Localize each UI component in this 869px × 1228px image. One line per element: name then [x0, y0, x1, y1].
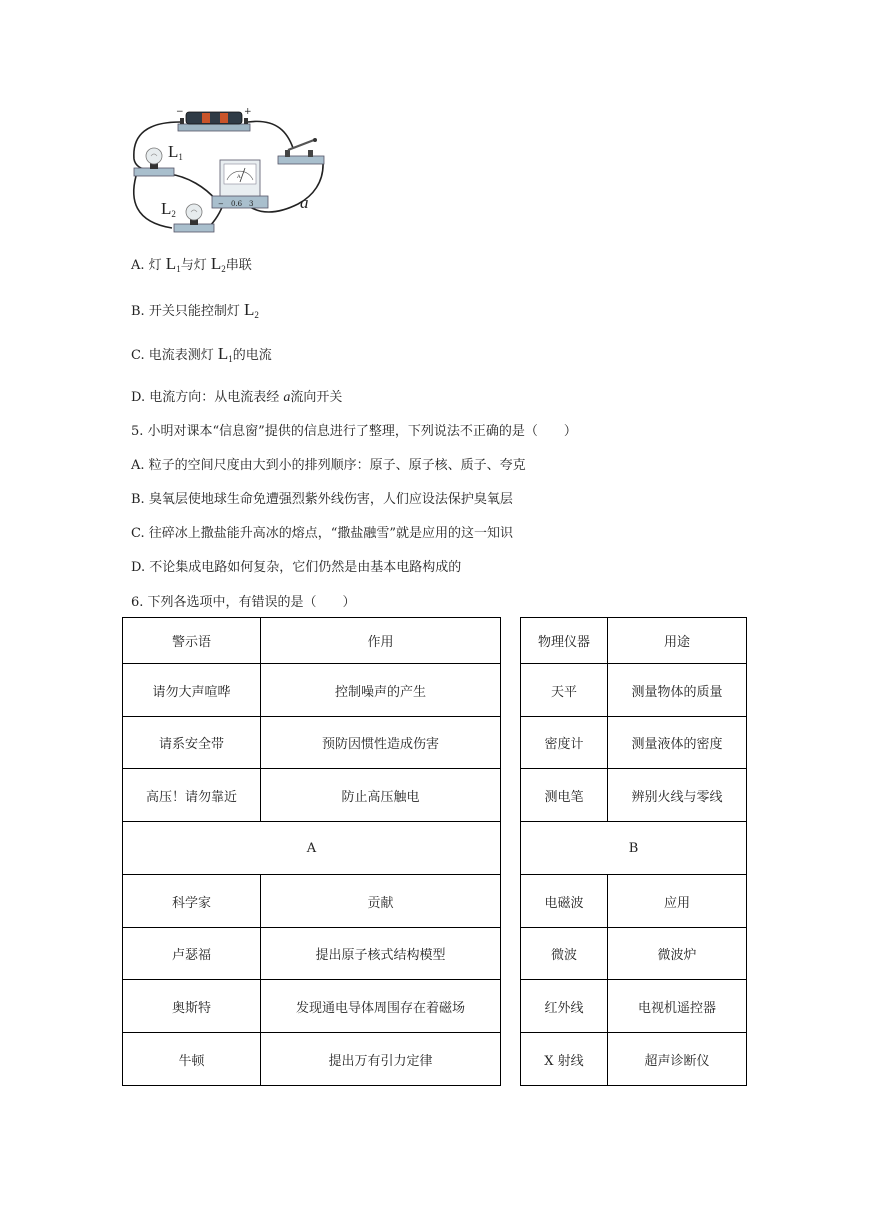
wire-label-a: a	[300, 193, 309, 212]
table-cell: 天平	[521, 664, 608, 717]
ammeter-terminal-0-6: 0.6	[231, 200, 243, 208]
table-header: 作用	[261, 618, 501, 664]
wire-l1-ammeter	[168, 174, 216, 200]
table-row	[123, 875, 501, 928]
table-cell: 预防因惯性造成伤害	[261, 717, 501, 769]
svg-text:L1	[168, 142, 183, 162]
q5-option-d: D. 不论集成电路如何复杂，它们仍然是由基本电路构成的	[131, 560, 462, 575]
option-label-b: B	[521, 822, 747, 875]
table-row	[521, 875, 747, 928]
table-cell: 提出万有引力定律	[261, 1033, 501, 1086]
table-row	[521, 980, 747, 1033]
ammeter	[212, 160, 268, 208]
battery	[176, 107, 252, 131]
table-cell: 微波	[521, 928, 608, 980]
table-cell: 辨别火线与零线	[608, 769, 747, 822]
table-row	[123, 1033, 501, 1086]
table-header: 用途	[608, 618, 747, 664]
switch	[278, 138, 324, 164]
table-cell: 卢瑟福	[123, 928, 261, 980]
table-cell: 测量物体的质量	[608, 664, 747, 717]
table-warning-signs	[122, 617, 501, 875]
table-row	[123, 822, 501, 875]
table-scientists	[122, 874, 501, 1086]
table-cell: 红外线	[521, 980, 608, 1033]
ammeter-unit: A	[237, 174, 241, 180]
lamp-l1-subscript: 1	[178, 152, 183, 162]
lamp-l1-label: L	[168, 142, 179, 161]
table-cell: 请勿大声喧哗	[123, 664, 261, 717]
q5-option-c: C. 往碎冰上撒盐能升高冰的熔点，“撒盐融雪”就是应用的这一知识	[131, 526, 514, 541]
table-electromagnetic-waves	[520, 874, 747, 1086]
q5-stem: 5. 小明对课本“信息窗”提供的信息进行了整理，下列说法不正确的是（ ）	[131, 424, 577, 439]
table-row	[123, 980, 501, 1033]
q6-stem: 6. 下列各选项中，有错误的是（ ）	[131, 595, 356, 610]
table-row	[123, 618, 501, 664]
table-cell: 微波炉	[608, 928, 747, 980]
table-cell: 牛顿	[123, 1033, 261, 1086]
ammeter-terminal-minus: −	[218, 200, 224, 208]
lamp-l2-label: L	[161, 199, 172, 218]
table-row	[521, 769, 747, 822]
table-cell: 防止高压触电	[261, 769, 501, 822]
table-cell: 提出原子核式结构模型	[261, 928, 501, 980]
table-cell: 高压！请勿靠近	[123, 769, 261, 822]
table-header: 物理仪器	[521, 618, 608, 664]
circuit-diagram	[128, 104, 333, 239]
table-cell: 发现通电导体周围存在着磁场	[261, 980, 501, 1033]
table-header: 贡献	[261, 875, 501, 928]
lamp-l2-subscript: 2	[171, 209, 176, 219]
battery-minus-sign: −	[176, 107, 184, 117]
table-row	[123, 928, 501, 980]
table-cell: 测电笔	[521, 769, 608, 822]
svg-text:L2	[161, 199, 176, 219]
table-header: 电磁波	[521, 875, 608, 928]
table-header: 科学家	[123, 875, 261, 928]
q4-option-a: A. 灯 $L_1$与灯 $L_2$串联	[131, 254, 252, 274]
table-cell: 超声诊断仪	[608, 1033, 747, 1086]
table-cell: 控制噪声的产生	[261, 664, 501, 717]
table-header: 应用	[608, 875, 747, 928]
q4-option-b: B. 开关只能控制灯 $L_2$	[131, 300, 259, 320]
table-row	[521, 717, 747, 769]
table-cell: 请系安全带	[123, 717, 261, 769]
table-row	[521, 928, 747, 980]
battery-plus-sign: +	[244, 107, 252, 117]
q5-option-a: A. 粒子的空间尺度由大到小的排列顺序：原子、原子核、质子、夸克	[131, 458, 526, 473]
table-header: 警示语	[123, 618, 261, 664]
table-cell: 电视机遥控器	[608, 980, 747, 1033]
ammeter-terminal-3: 3	[249, 200, 254, 208]
q4-option-c: C. 电流表测灯 $L_1$的电流	[131, 344, 272, 364]
table-cell: 奥斯特	[123, 980, 261, 1033]
table-row	[123, 717, 501, 769]
q5-option-b: B. 臭氧层使地球生命免遭强烈紫外线伤害，人们应设法保护臭氧层	[131, 492, 513, 507]
q4-option-d: D. 电流方向：从电流表经 a流向开关	[131, 390, 343, 405]
table-row	[521, 1033, 747, 1086]
table-row	[123, 664, 501, 717]
option-label-a: A	[123, 822, 501, 875]
table-row	[521, 822, 747, 875]
table-row	[521, 618, 747, 664]
table-cell: 测量液体的密度	[608, 717, 747, 769]
table-row	[521, 664, 747, 717]
wire-battery-switch	[248, 121, 293, 148]
table-row	[123, 769, 501, 822]
table-instruments	[520, 617, 747, 875]
table-cell: 密度计	[521, 717, 608, 769]
lamp-l1	[134, 142, 183, 176]
table-cell: X 射线	[521, 1033, 608, 1086]
